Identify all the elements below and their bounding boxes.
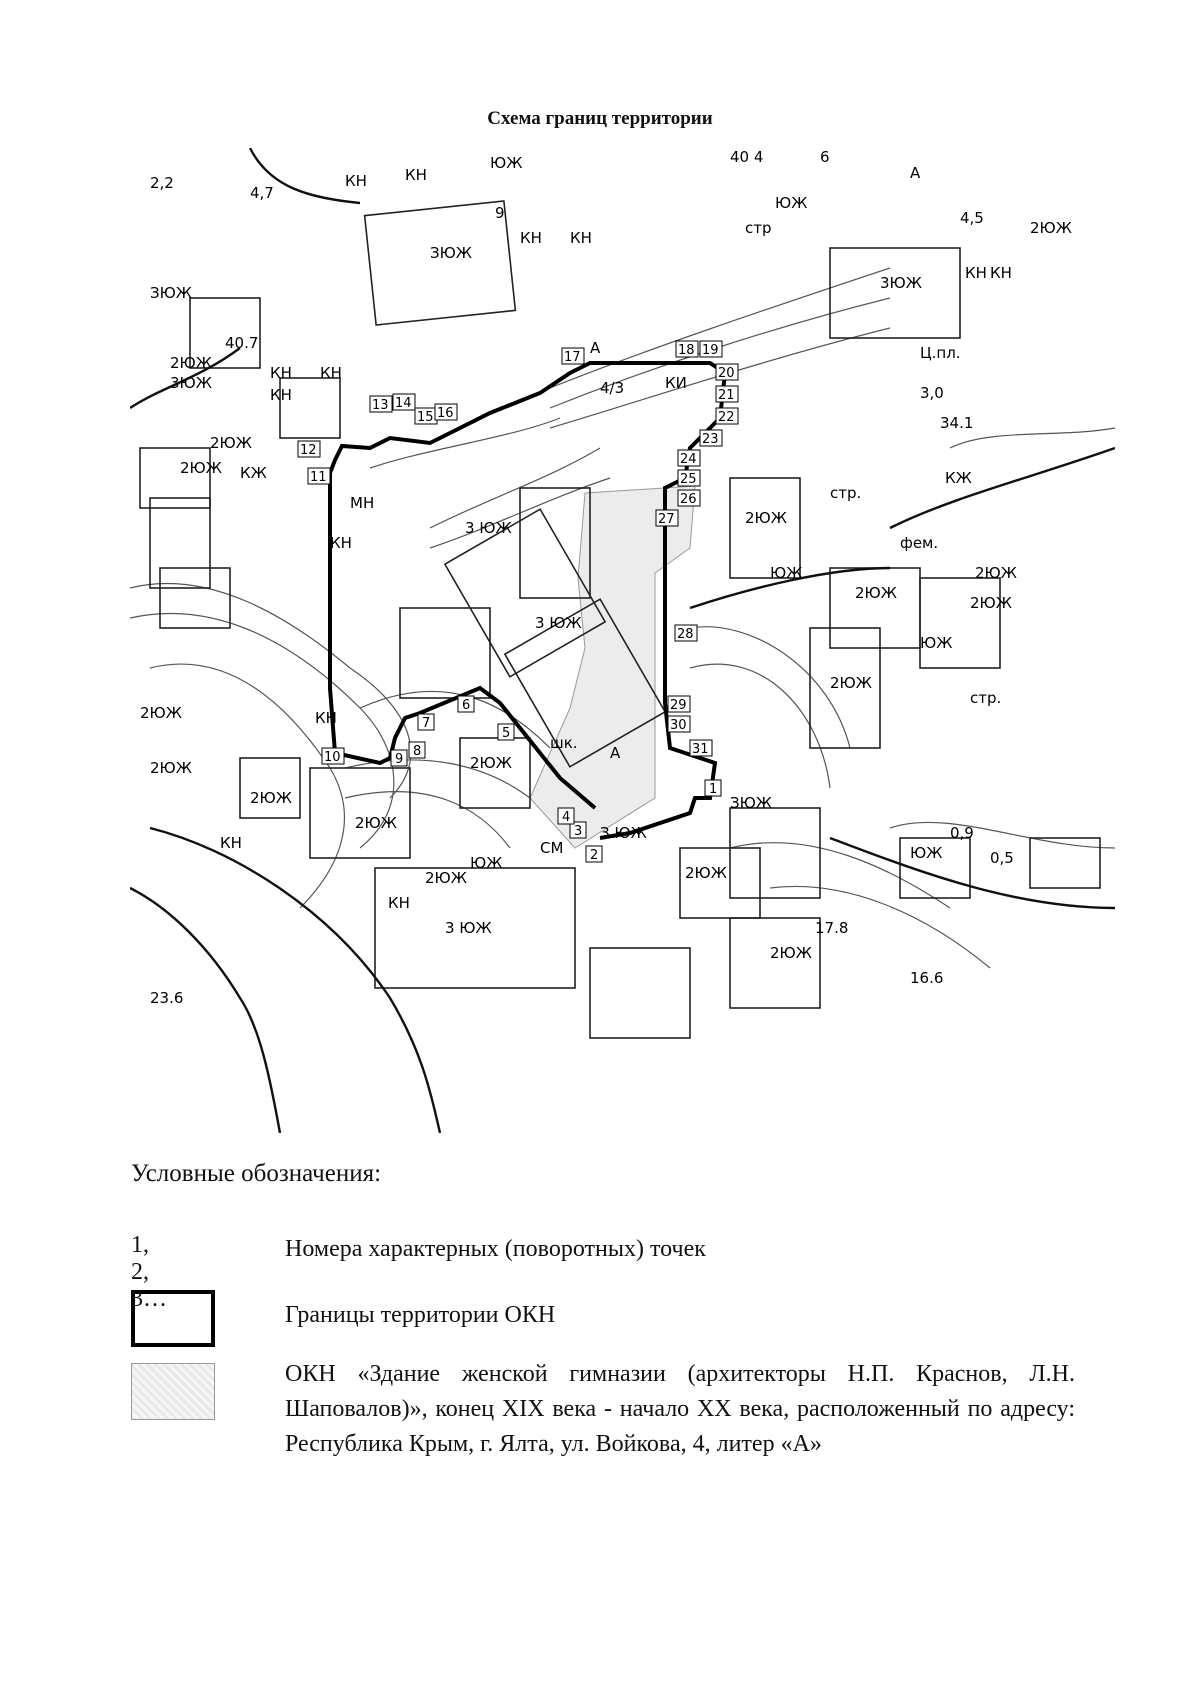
point-2: 2	[590, 848, 599, 863]
map-label: МН	[350, 494, 375, 512]
map-label: 2ЮЖ	[685, 864, 727, 882]
map-label: 23.6	[150, 989, 184, 1007]
map-label: 2ЮЖ	[770, 944, 812, 962]
map-label: КН	[270, 386, 292, 404]
map-label: 3 ЮЖ	[445, 919, 492, 937]
map-label: З ЮЖ	[600, 824, 647, 842]
map-label: ЮЖ	[775, 194, 808, 212]
map-label: 16.6	[910, 969, 944, 987]
point-21: 21	[718, 388, 735, 403]
point-24: 24	[680, 452, 697, 467]
point-20: 20	[718, 366, 735, 381]
legend-text: Номера характерных (поворотных) точек	[285, 1236, 706, 1262]
point-15: 15	[417, 410, 434, 425]
map-label: 2ЮЖ	[1030, 219, 1072, 237]
map-label: 3 ЮЖ	[535, 614, 582, 632]
point-7: 7	[422, 716, 431, 731]
map-label: 40 4	[730, 148, 764, 166]
legend-text: ОКН «Здание женской гимназии (архитекторы Н.П. Краснов, Л.Н. Шаповалов)», конец XIX века - начало XX века, расположенный по адресу: Республика Крым, г. Ялта, ул. Войкова, 4, литер «А»	[285, 1361, 1075, 1457]
point-27: 27	[658, 512, 675, 527]
point-16: 16	[437, 406, 454, 421]
point-3: 3	[574, 824, 583, 839]
map-label: КН	[570, 229, 592, 247]
map-label: КН	[965, 264, 987, 282]
map-label: 2ЮЖ	[210, 434, 252, 452]
map-label: А	[590, 339, 601, 357]
map-label: КН	[990, 264, 1012, 282]
map-label: ЗЮЖ	[430, 244, 472, 262]
point-23: 23	[702, 432, 719, 447]
okn-building-area	[530, 486, 695, 848]
map-label: 0,5	[990, 849, 1014, 867]
map-label: 17.8	[815, 919, 849, 937]
point-26: 26	[680, 492, 697, 507]
map-label: 2ЮЖ	[975, 564, 1017, 582]
map-label: 3ЮЖ	[170, 374, 212, 392]
point-29: 29	[670, 698, 687, 713]
map-label: КН	[345, 172, 367, 190]
map-label: А	[610, 744, 621, 762]
point-14: 14	[395, 396, 412, 411]
legend-heading: Условные обозначения:	[131, 1160, 382, 1187]
map-label: КН	[520, 229, 542, 247]
map-label: КИ	[665, 374, 687, 392]
point-22: 22	[718, 410, 735, 425]
map-label: 3 ЮЖ	[465, 519, 512, 537]
map-label: ЮЖ	[920, 634, 953, 652]
map-label: 34.1	[940, 414, 974, 432]
point-9: 9	[395, 752, 404, 767]
map-label: 4,5	[960, 209, 984, 227]
point-25: 25	[680, 472, 697, 487]
map-label: КН	[220, 834, 242, 852]
map-label: ЮЖ	[470, 854, 503, 872]
point-6: 6	[462, 698, 471, 713]
map-label: фем.	[900, 534, 939, 552]
map-label: 3ЮЖ	[880, 274, 922, 292]
boundary-symbol	[131, 1290, 215, 1347]
map-label: 2ЮЖ	[150, 759, 192, 777]
point-28: 28	[677, 627, 694, 642]
map-label: 2ЮЖ	[745, 509, 787, 527]
point-5: 5	[502, 726, 511, 741]
point-4: 4	[562, 810, 571, 825]
map-label: стр.	[830, 484, 862, 502]
map-label: ЮЖ	[490, 154, 523, 172]
map-label: КЖ	[945, 469, 972, 487]
map-label: ЮЖ	[770, 564, 803, 582]
point-number-key: 1, 2, 3…	[131, 1232, 167, 1312]
map-label: СМ	[540, 839, 564, 857]
map-label: КН	[320, 364, 342, 382]
map-label: 2ЮЖ	[970, 594, 1012, 612]
map-label: 2ЮЖ	[140, 704, 182, 722]
point-19: 19	[702, 343, 719, 358]
map-label: КН	[330, 534, 352, 552]
map-label: ЮЖ	[910, 844, 943, 862]
map-label: 0,9	[950, 824, 974, 842]
map-label: КЖ	[240, 464, 267, 482]
legend-text: Границы территории ОКН	[285, 1302, 556, 1328]
map-label: КН	[315, 709, 337, 727]
map-label: стр.	[970, 689, 1002, 707]
map-label: 2ЮЖ	[470, 754, 512, 772]
point-31: 31	[692, 742, 709, 757]
map-label: 4/3	[600, 379, 625, 397]
map-label: КН	[270, 364, 292, 382]
point-8: 8	[413, 744, 422, 759]
point-17: 17	[564, 350, 581, 365]
okn-fill-symbol	[131, 1363, 215, 1420]
map-label: 2ЮЖ	[855, 584, 897, 602]
map-label: КН	[388, 894, 410, 912]
page-title: Схема границ территории	[487, 108, 713, 129]
map-label: 2,2	[150, 174, 174, 192]
point-11: 11	[310, 470, 327, 485]
boundary-map	[130, 148, 1115, 1133]
map-label: 9	[495, 204, 505, 222]
map-label: ЗЮЖ	[150, 284, 192, 302]
map-label: 40.7	[225, 334, 259, 352]
map-label: 2ЮЖ	[170, 354, 212, 372]
point-13: 13	[372, 398, 389, 413]
map-label: КН	[405, 166, 427, 184]
map-label: стр	[745, 219, 772, 237]
point-labels	[298, 341, 738, 863]
map-label: А	[910, 164, 921, 182]
map-label: ЗЮЖ	[730, 794, 772, 812]
map-label: 3,0	[920, 384, 944, 402]
point-18: 18	[678, 343, 695, 358]
map-label: шк.	[550, 734, 578, 752]
map-label: 2ЮЖ	[425, 869, 467, 887]
territory-boundary	[330, 363, 725, 838]
point-30: 30	[670, 718, 687, 733]
map-label: 6	[820, 148, 830, 166]
map-label: 2ЮЖ	[830, 674, 872, 692]
point-1: 1	[709, 782, 718, 797]
map-label: Ц.пл.	[920, 344, 961, 362]
map-label: 2ЮЖ	[180, 459, 222, 477]
map-label: 2ЮЖ	[250, 789, 292, 807]
map-label: 2ЮЖ	[355, 814, 397, 832]
point-10: 10	[324, 750, 341, 765]
map-label: 4,7	[250, 184, 274, 202]
point-12: 12	[300, 443, 317, 458]
